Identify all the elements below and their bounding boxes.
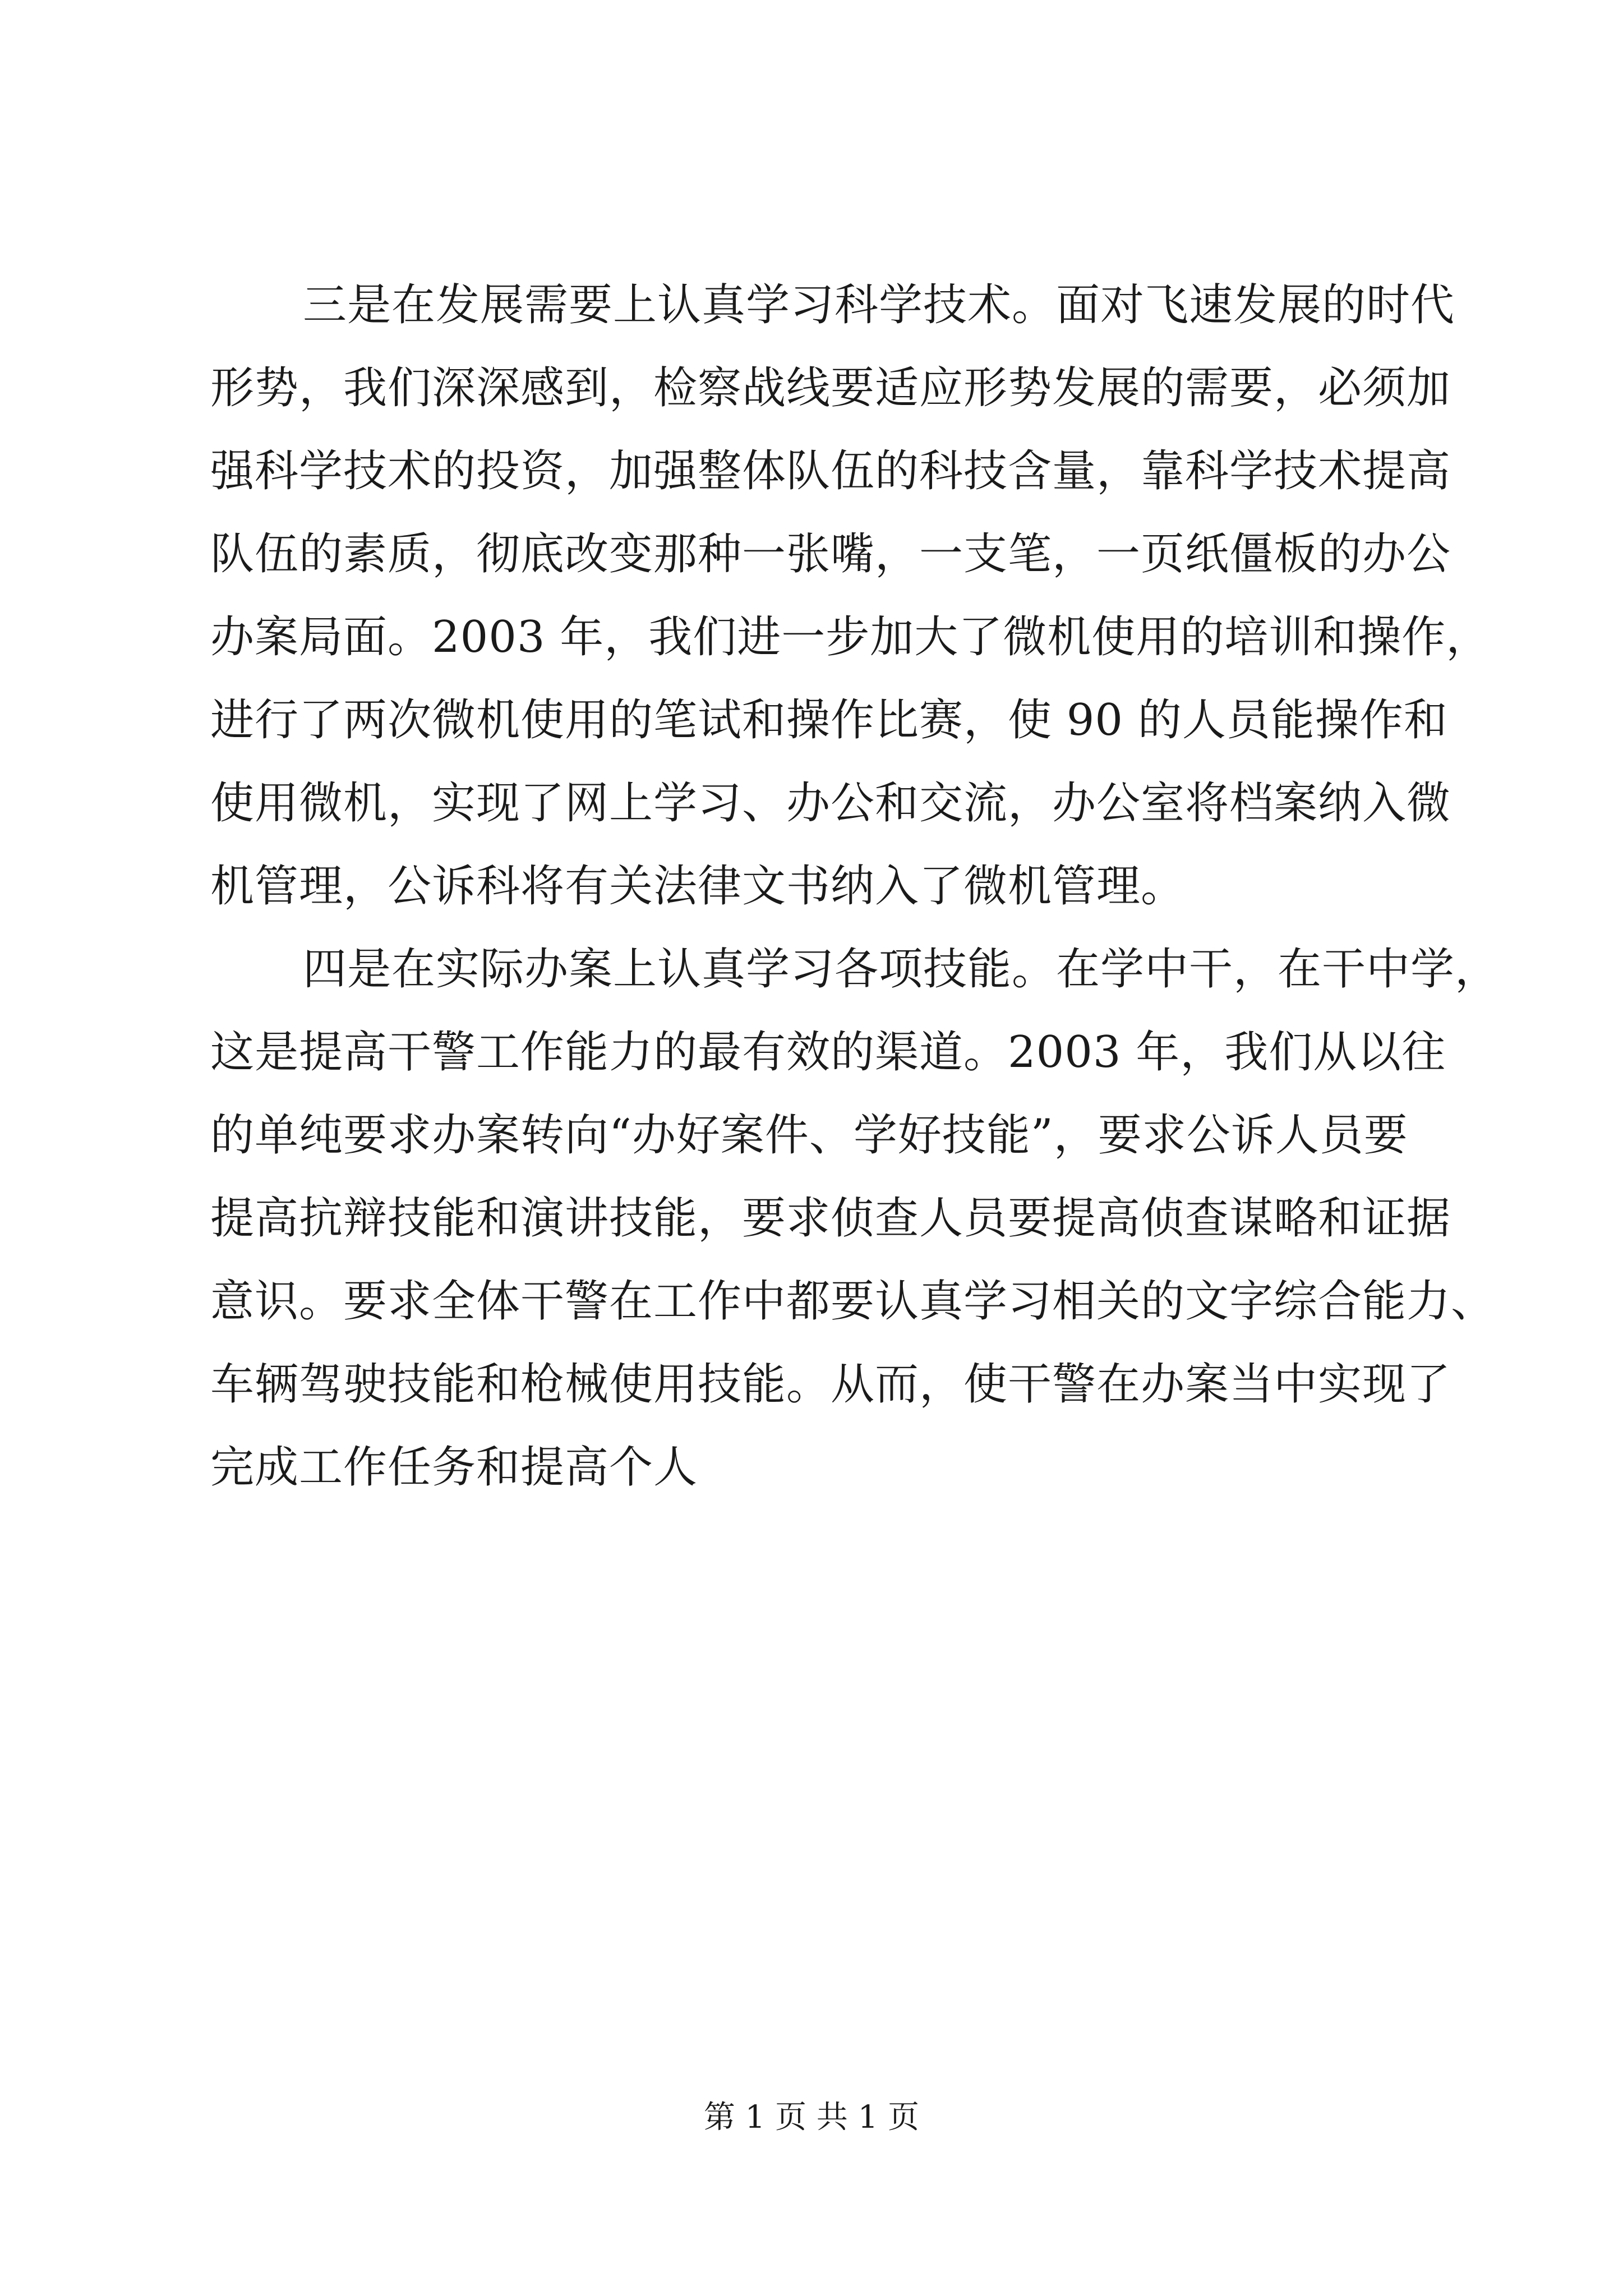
paragraph-2 [210, 928, 1500, 1509]
paragraph-line: 的单纯要求办案转向“办好案件、学好技能”，要求公诉人员要 [210, 1110, 1408, 1161]
paragraph-line: 机管理，公诉科将有关法律文书纳入了微机管理。 [210, 861, 1186, 912]
paragraph-line: 这是提高干警工作能力的最有效的渠道。2003 年，我们从以往 [210, 1027, 1446, 1078]
paragraph-line: 完成工作任务和提高个人 [210, 1442, 698, 1493]
paragraph-line: 提高抗辩技能和演讲技能，要求侦查人员要提高侦查谋略和证据 [210, 1193, 1451, 1244]
paragraph-line: 强科学技术的投资，加强整体队伍的科技含量，靠科学技术提高 [210, 446, 1451, 496]
paragraph-line: 队伍的素质，彻底改变那种一张嘴，一支笔，一页纸僵板的办公 [210, 529, 1451, 579]
paragraph-line: 四是在实际办案上认真学习各项技能。在学中干，在干中学， [303, 944, 1500, 995]
paragraph-line: 车辆驾驶技能和枪械使用技能。从而，使干警在办案当中实现了 [210, 1359, 1451, 1410]
paragraph-1 [210, 264, 1491, 928]
paragraph-line: 形势，我们深深感到，检察战线要适应形势发展的需要，必须加 [210, 363, 1451, 413]
document-body [210, 264, 1500, 1509]
paragraph-line: 办案局面。2003 年，我们进一步加大了微机使用的培训和操作， [210, 612, 1491, 662]
paragraph-line: 进行了两次微机使用的笔试和操作比赛，使 90 的人员能操作和 [210, 695, 1448, 746]
paragraph-line: 三是在发展需要上认真学习科学技术。面对飞速发展的时代 [303, 280, 1455, 330]
paragraph-line: 意识。要求全体干警在工作中都要认真学习相关的文字综合能力、 [210, 1276, 1496, 1327]
paragraph-line: 使用微机，实现了网上学习、办公和交流，办公室将档案纳入微 [210, 778, 1451, 829]
page-footer: 第 1 页 共 1 页 [703, 2099, 920, 2136]
